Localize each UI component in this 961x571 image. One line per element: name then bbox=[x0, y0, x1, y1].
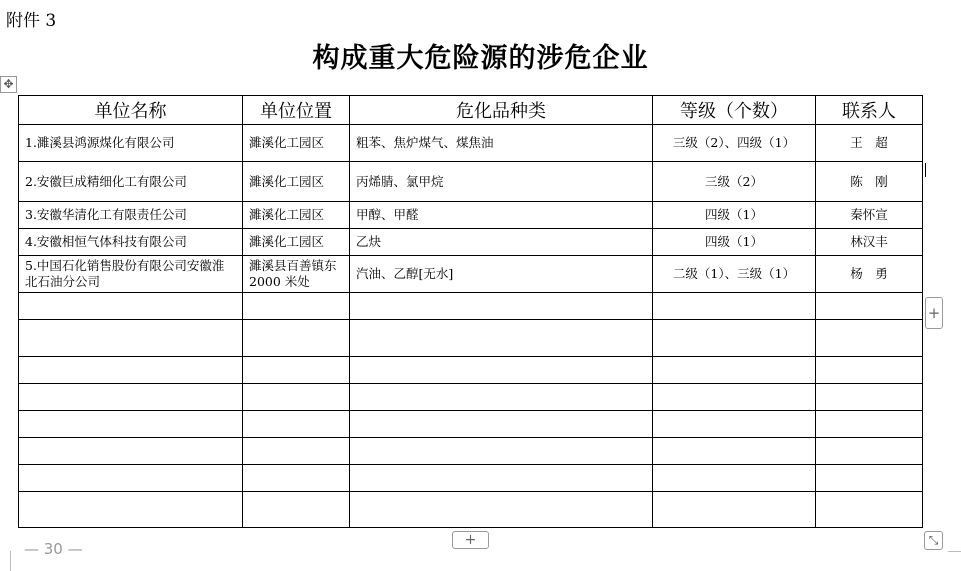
empty-cell[interactable] bbox=[816, 492, 923, 528]
cell-contact[interactable]: 林汉丰 bbox=[816, 229, 923, 256]
header-row bbox=[19, 96, 923, 125]
table-row bbox=[19, 202, 923, 229]
empty-cell[interactable] bbox=[653, 438, 816, 465]
empty-cell[interactable] bbox=[350, 384, 653, 411]
cell-unit-name[interactable]: 5.中国石化销售股份有限公司安徽淮北石油分公司 bbox=[19, 256, 243, 293]
empty-cell[interactable] bbox=[19, 411, 243, 438]
page-corner-mark bbox=[948, 551, 961, 552]
empty-row bbox=[19, 357, 923, 384]
empty-row bbox=[19, 465, 923, 492]
resize-icon: ⤡ bbox=[928, 533, 939, 547]
empty-cell[interactable] bbox=[243, 465, 350, 492]
attachment-label: 附件 3 bbox=[6, 11, 57, 31]
table-move-handle[interactable] bbox=[0, 76, 17, 93]
cell-chemical-types[interactable]: 丙烯腈、氯甲烷 bbox=[350, 162, 653, 202]
cell-unit-location[interactable]: 濉溪化工园区 bbox=[243, 125, 350, 162]
empty-cell[interactable] bbox=[19, 492, 243, 528]
empty-row bbox=[19, 492, 923, 528]
header-contact: 联系人 bbox=[816, 96, 923, 125]
cell-unit-location[interactable]: 濉溪县百善镇东 2000 米处 bbox=[243, 256, 350, 293]
empty-cell[interactable] bbox=[816, 438, 923, 465]
empty-cell[interactable] bbox=[243, 411, 350, 438]
cell-unit-name[interactable]: 2.安徽巨成精细化工有限公司 bbox=[19, 162, 243, 202]
empty-cell[interactable] bbox=[19, 320, 243, 357]
empty-cell[interactable] bbox=[350, 411, 653, 438]
cell-level-count[interactable]: 三级（2）、四级（1） bbox=[653, 125, 816, 162]
cell-unit-name[interactable]: 3.安徽华清化工有限责任公司 bbox=[19, 202, 243, 229]
empty-cell[interactable] bbox=[653, 492, 816, 528]
add-row-button[interactable] bbox=[452, 531, 489, 549]
empty-cell[interactable] bbox=[653, 465, 816, 492]
empty-cell[interactable] bbox=[816, 465, 923, 492]
empty-cell[interactable] bbox=[653, 411, 816, 438]
header-unit-location: 单位位置 bbox=[243, 96, 350, 125]
empty-cell[interactable] bbox=[350, 465, 653, 492]
empty-cell[interactable] bbox=[243, 438, 350, 465]
header-unit-name: 单位名称 bbox=[19, 96, 243, 125]
empty-cell[interactable] bbox=[243, 492, 350, 528]
cell-contact[interactable]: 杨 勇 bbox=[816, 256, 923, 293]
empty-cell[interactable] bbox=[350, 492, 653, 528]
empty-cell[interactable] bbox=[816, 320, 923, 357]
empty-cell[interactable] bbox=[19, 357, 243, 384]
table-row bbox=[19, 229, 923, 256]
empty-row bbox=[19, 293, 923, 320]
empty-cell[interactable] bbox=[816, 384, 923, 411]
empty-cell[interactable] bbox=[19, 465, 243, 492]
cell-chemical-types[interactable]: 粗苯、焦炉煤气、煤焦油 bbox=[350, 125, 653, 162]
document-title: 构成重大危险源的涉危企业 bbox=[312, 43, 649, 74]
cell-level-count[interactable]: 四级（1） bbox=[653, 202, 816, 229]
cell-contact[interactable]: 王 超 bbox=[816, 125, 923, 162]
empty-cell[interactable] bbox=[653, 320, 816, 357]
empty-cell[interactable] bbox=[816, 411, 923, 438]
table-row bbox=[19, 125, 923, 162]
cell-chemical-types[interactable]: 汽油、乙醇[无水] bbox=[350, 256, 653, 293]
empty-cell[interactable] bbox=[653, 384, 816, 411]
cell-unit-name[interactable]: 4.安徽相恒气体科技有限公司 bbox=[19, 229, 243, 256]
hazard-enterprise-table bbox=[18, 95, 923, 528]
empty-cell[interactable] bbox=[350, 438, 653, 465]
empty-cell[interactable] bbox=[243, 357, 350, 384]
empty-cell[interactable] bbox=[19, 293, 243, 320]
move-icon: ✥ bbox=[3, 77, 14, 91]
plus-icon: + bbox=[464, 532, 477, 548]
empty-cell[interactable] bbox=[243, 293, 350, 320]
table-row bbox=[19, 256, 923, 293]
empty-cell[interactable] bbox=[816, 293, 923, 320]
empty-row bbox=[19, 320, 923, 357]
header-chemical-types: 危化品种类 bbox=[350, 96, 653, 125]
cell-level-count[interactable]: 四级（1） bbox=[653, 229, 816, 256]
empty-cell[interactable] bbox=[653, 293, 816, 320]
cell-unit-name[interactable]: 1.濉溪县鸿源煤化有限公司 bbox=[19, 125, 243, 162]
empty-row bbox=[19, 411, 923, 438]
empty-cell[interactable] bbox=[350, 357, 653, 384]
cell-chemical-types[interactable]: 甲醇、甲醛 bbox=[350, 202, 653, 229]
empty-cell[interactable] bbox=[350, 320, 653, 357]
empty-cell[interactable] bbox=[816, 357, 923, 384]
empty-cell[interactable] bbox=[19, 438, 243, 465]
cell-contact[interactable]: 秦怀宣 bbox=[816, 202, 923, 229]
plus-icon: + bbox=[927, 304, 941, 322]
empty-cell[interactable] bbox=[243, 384, 350, 411]
header-level-count: 等级（个数） bbox=[653, 96, 816, 125]
add-column-button[interactable] bbox=[925, 297, 943, 329]
cell-unit-location[interactable]: 濉溪化工园区 bbox=[243, 202, 350, 229]
page-number: — 30 — bbox=[24, 540, 83, 558]
cell-unit-location[interactable]: 濉溪化工园区 bbox=[243, 229, 350, 256]
cell-level-count[interactable]: 三级（2） bbox=[653, 162, 816, 202]
empty-cell[interactable] bbox=[653, 357, 816, 384]
page-corner-mark bbox=[0, 551, 11, 571]
empty-cell[interactable] bbox=[243, 320, 350, 357]
empty-cell[interactable] bbox=[19, 384, 243, 411]
table-resize-handle[interactable] bbox=[924, 531, 943, 550]
cell-level-count[interactable]: 二级（1）、三级（1） bbox=[653, 256, 816, 293]
empty-row bbox=[19, 438, 923, 465]
table-row bbox=[19, 162, 923, 202]
empty-row bbox=[19, 384, 923, 411]
cell-contact[interactable]: 陈 刚 bbox=[816, 162, 923, 202]
text-cursor bbox=[925, 163, 926, 177]
empty-cell[interactable] bbox=[350, 293, 653, 320]
cell-chemical-types[interactable]: 乙炔 bbox=[350, 229, 653, 256]
cell-unit-location[interactable]: 濉溪化工园区 bbox=[243, 162, 350, 202]
